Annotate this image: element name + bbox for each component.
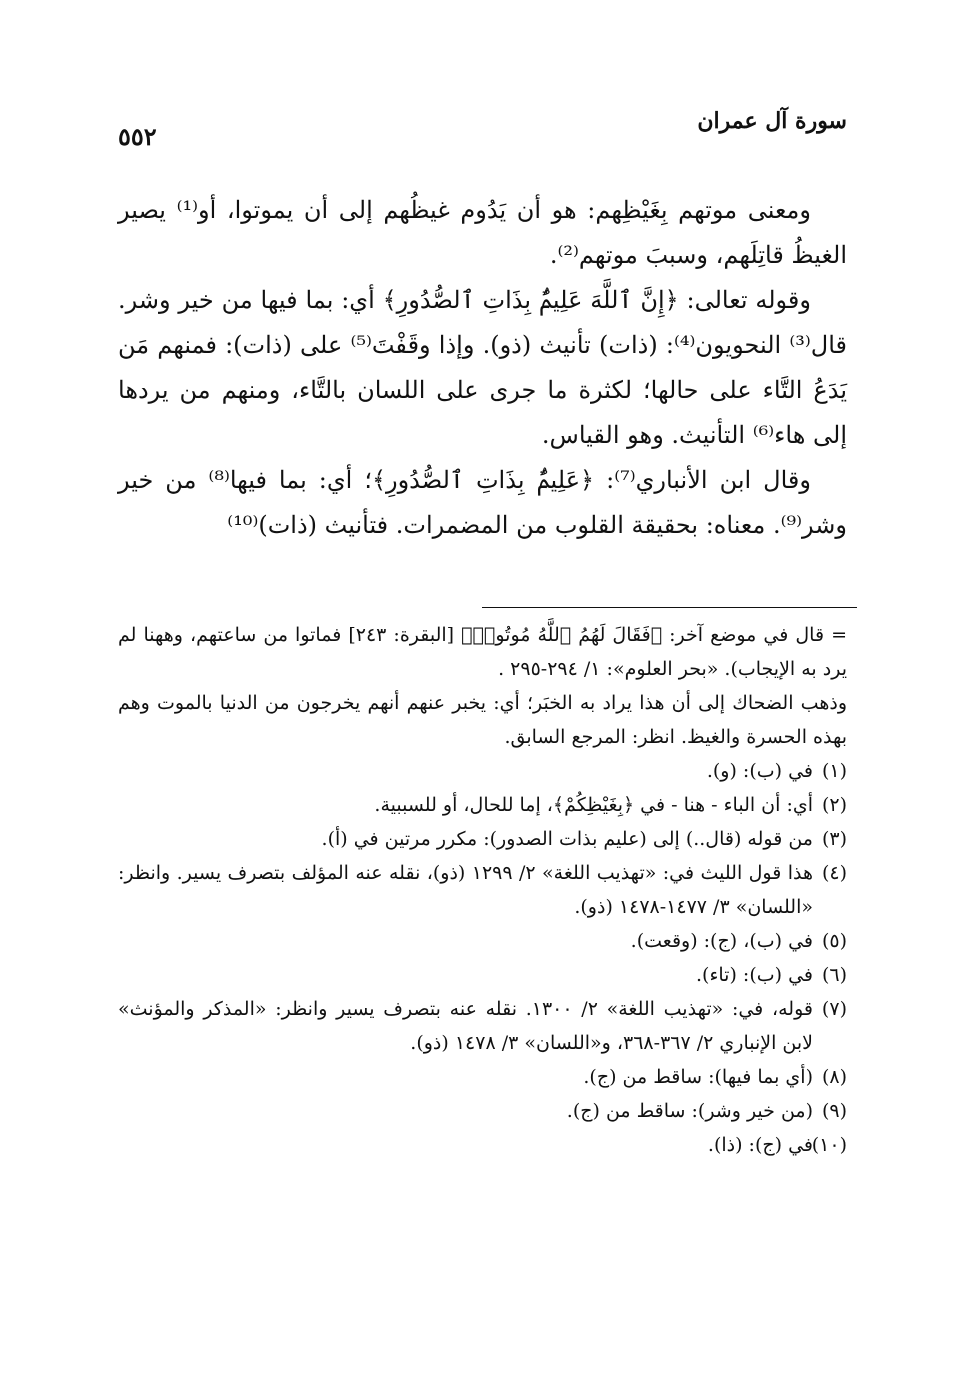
footnote <box>118 1128 847 1162</box>
footnote-continuation: = قال في موضع آخر: ﴿فَقَالَ لَهُمُ ٱللَّهُ مُوتُوا۟﴾ [البقرة: ٢٤٣] فماتوا من ساعتهم، وههنا لم يرد به الإيجاب). «بحر العلوم»: ١/ ٢٩٤-٢٩٥ . <box>118 624 847 680</box>
footnote-number: (٣) <box>821 828 847 850</box>
footnote-continuation: وذهب الضحاك إلى أن هذا يراد به الخبَر؛ أي: يخبر عنهم أنهم يخرجون من الدنيا بالموت وهم بهذه الحسرة والغيظ. انظر: المرجع السابق. <box>118 692 847 748</box>
footnote-text: (أي بما فيها): ساقط من (ج). <box>583 1066 813 1088</box>
footnote-number: (١٠) <box>811 1134 847 1156</box>
page-header <box>118 108 847 151</box>
footnote <box>118 992 847 1060</box>
footnote-text: في (ب): (و). <box>706 760 813 782</box>
footnote <box>118 924 847 958</box>
footnote-number: (٢) <box>821 794 847 816</box>
paragraph: ومعنى موتهم بِغَيْظِهم: هو أن يَدُوم غيظُهم إلى أن يموتوا، أو⁽¹⁾ يصير الغيظُ قاتِلَهم، وسببَ موتهم⁽²⁾. <box>118 196 847 269</box>
footnote-number: (٤) <box>821 862 848 884</box>
footnote-text: قوله، في: «تهذيب اللغة» ٢/ ١٣٠٠. نقله عنه بتصرف يسير وانظر: «المذكر والمؤنث» لابن الإنباري ٢/ ٣٦٧-٣٦٨، و«اللسان» ٣/ ١٤٧٨ (ذو). <box>118 998 813 1054</box>
footnote-text: هذا قول الليث في: «تهذيب اللغة» ٢/ ١٢٩٩ (ذو)، نقله عنه المؤلف بتصرف يسير. وانظر: «اللسان» ٣/ ١٤٧٧-١٤٧٨ (ذو). <box>118 862 814 918</box>
footnote <box>118 754 847 788</box>
footnote-separator <box>482 607 857 608</box>
footnote <box>118 1094 847 1128</box>
footnote <box>118 856 847 924</box>
footnotes <box>118 618 847 1162</box>
footnote-number: (١) <box>821 760 847 782</box>
footnote-text: في (ج): (ذا). <box>707 1134 813 1156</box>
footnote <box>118 788 847 822</box>
footnote <box>118 822 847 856</box>
footnote-text: أي: أن الباء - هنا - في ﴿بِغَيْظِكُمْ﴾، إما للحال، أو للسببية. <box>374 794 813 816</box>
footnote-number: (٨) <box>821 1066 847 1088</box>
main-text <box>118 188 847 548</box>
footnote-text: في (ب)، (ج): (وقعت). <box>630 930 813 952</box>
footnote-text: من قوله (قال..) إلى (عليم بذات الصدور): مكرر مرتين في (أ). <box>321 828 813 850</box>
footnote-number: (٥) <box>821 930 847 952</box>
footnote <box>118 1060 847 1094</box>
paragraph: وقال ابن الأنباري⁽⁷⁾: ﴿عَلِيمٌۢ بِذَاتِ ٱلصُّدُورِ﴾؛ أي: بما فيها⁽⁸⁾ من خير وشر⁽⁹⁾. معناه: بحقيقة القلوب من المضمرات. فتأنيث (ذات)⁽¹⁰⁾ <box>118 466 847 539</box>
footnote-number: (٦) <box>821 964 847 986</box>
footnote <box>118 958 847 992</box>
footnote-text: (من خير وشر): ساقط من (ج). <box>566 1100 813 1122</box>
sura-title: سورة آل عمران <box>697 108 847 134</box>
footnote-number: (٧) <box>821 998 847 1020</box>
paragraph: وقوله تعالى: ﴿إِنَّ ٱللَّهَ عَلِيمٌۢ بِذَاتِ ٱلصُّدُورِ﴾ أي: بما فيها من خير وشر. قال⁽³⁾ النحويون⁽⁴⁾: (ذات) تأنيث (ذو). وإذا وقَفْتَ⁽⁵⁾ على (ذات): فمنهم مَن يَدَعُ التَّاء على حالها؛ لكثرة ما جرى على اللسان بالتَّاء، ومنهم من يردها إلى هاء⁽⁶⁾ التأنيث. وهو القياس. <box>118 286 847 449</box>
footnote-text: في (ب): (تاء). <box>696 964 813 986</box>
page-number: ٥٥٢ <box>118 122 157 151</box>
footnote-number: (٩) <box>821 1100 847 1122</box>
